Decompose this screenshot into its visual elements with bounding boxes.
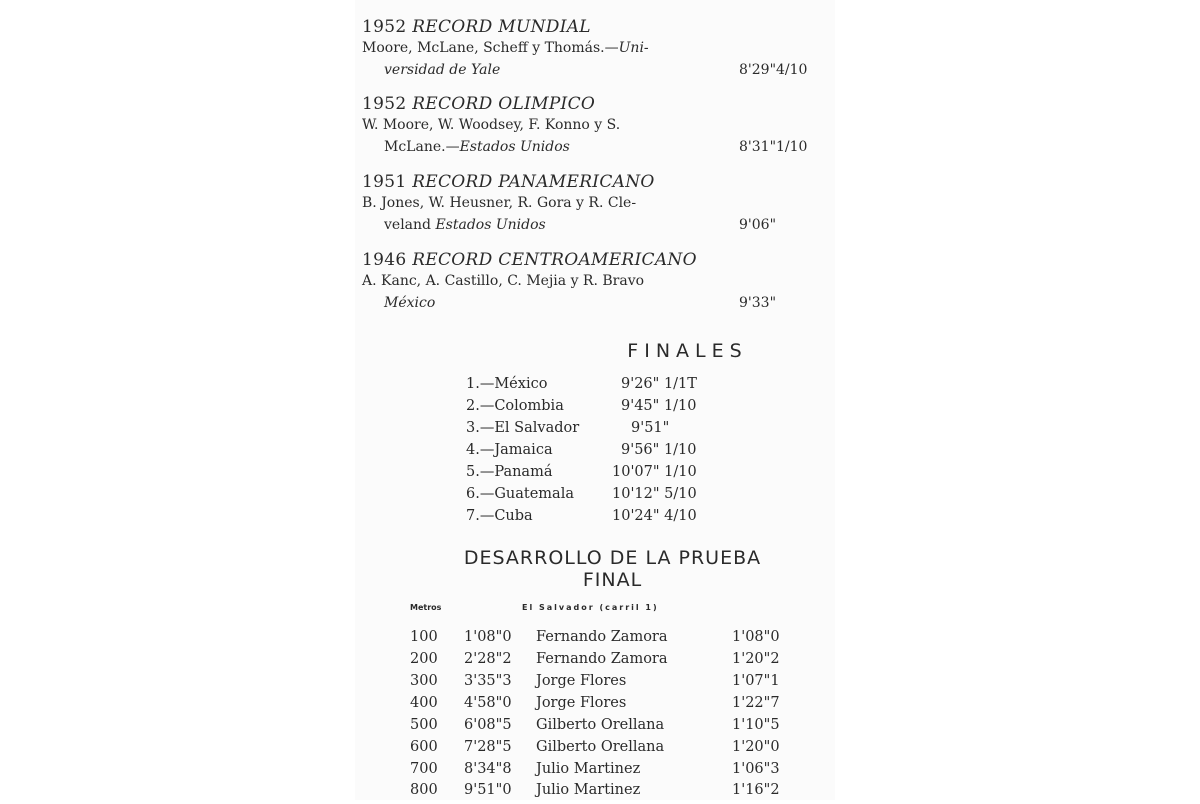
record-olimpico [362,94,822,158]
meters: 500 [410,717,438,733]
team-name: 4.—Jamaica [466,442,553,458]
split-row [410,761,830,783]
cumulative-time: 8'34"8 [464,761,512,777]
meters: 800 [410,782,438,798]
record-mundial [362,17,822,81]
cumulative-time: 6'08"5 [464,717,512,733]
finales-row [466,420,766,442]
record-holders-italic: Uni- [618,40,649,56]
team-time: 9'56" 1/10 [621,442,697,458]
record-year: 1952 [362,17,407,37]
finales-row [466,376,766,398]
cumulative-time: 2'28"2 [464,651,512,667]
meters: 300 [410,673,438,689]
finales-row [466,508,766,530]
cumulative-time: 3'35"3 [464,673,512,689]
record-year: 1952 [362,94,407,114]
cumulative-time: 1'08"0 [464,629,512,645]
split-row [410,673,830,695]
team-name: 2.—Colombia [466,398,564,414]
team-time: 10'12" 5/10 [612,486,697,502]
record-holders-cont: veland [384,217,436,233]
finales-row [466,398,766,420]
record-title: RECORD PANAMERICANO [412,172,655,192]
finales-row [466,486,766,508]
split-time: 1'16"2 [732,782,780,798]
meters: 600 [410,739,438,755]
team-time: 9'45" 1/10 [621,398,697,414]
record-holders: W. Moore, W. Woodsey, F. Konno y S. [362,117,621,133]
record-team: versidad de Yale [384,62,501,78]
record-panamericano [362,172,822,236]
record-year: 1951 [362,172,407,192]
swimmer-name: Jorge Flores [536,673,627,689]
team-header: El Salvador (carril 1) [522,603,659,612]
record-time: 9'33" [739,295,777,311]
split-time: 1'22"7 [732,695,780,711]
record-title: RECORD MUNDIAL [412,17,591,37]
record-holders: Moore, McLane, Scheff y Thomás.— [362,40,619,56]
record-time: 8'31"1/10 [739,139,808,155]
record-team: Estados Unidos [459,139,570,155]
swimmer-name: Julio Martinez [536,782,641,798]
meters: 700 [410,761,438,777]
team-time: 10'07" 1/10 [612,464,697,480]
record-holders-cont: McLane.— [384,139,460,155]
swimmer-name: Gilberto Orellana [536,739,665,755]
desarrollo-subtitle: FINAL [582,569,643,591]
split-time: 1'20"2 [732,651,780,667]
record-title: RECORD OLIMPICO [412,94,596,114]
meters: 100 [410,629,438,645]
record-time: 9'06" [739,217,777,233]
split-time: 1'08"0 [732,629,780,645]
finales-title: FINALES [627,340,748,362]
record-team: Estados Unidos [435,217,546,233]
cumulative-time: 4'58"0 [464,695,512,711]
record-year: 1946 [362,250,407,270]
swimmer-name: Julio Martinez [536,761,641,777]
record-title: RECORD CENTROAMERICANO [412,250,697,270]
finales-row [466,442,766,464]
split-row [410,739,830,761]
split-time: 1'06"3 [732,761,780,777]
finales-row [466,464,766,486]
record-holders: B. Jones, W. Heusner, R. Gora y R. Cle- [362,195,637,211]
split-row [410,717,830,739]
split-row [410,651,830,673]
swimmer-name: Gilberto Orellana [536,717,665,733]
meters: 400 [410,695,438,711]
record-centroamericano [362,250,822,314]
team-name: 7.—Cuba [466,508,533,524]
cumulative-time: 9'51"0 [464,782,512,798]
desarrollo-title: DESARROLLO DE LA PRUEBA [463,547,762,569]
team-time: 9'26" 1/1T [621,376,697,392]
team-time: 9'51" [631,420,670,436]
meters: 200 [410,651,438,667]
team-name: 6.—Guatemala [466,486,574,502]
record-holders: A. Kanc, A. Castillo, C. Mejia y R. Bravo [362,273,645,289]
split-time: 1'20"0 [732,739,780,755]
team-name: 3.—El Salvador [466,420,580,436]
swimmer-name: Fernando Zamora [536,629,668,645]
split-row [410,782,830,804]
swimmer-name: Jorge Flores [536,695,627,711]
split-row [410,629,830,651]
metros-header: Metros [410,603,442,612]
team-name: 1.—México [466,376,548,392]
record-time: 8'29"4/10 [739,62,808,78]
split-time: 1'10"5 [732,717,780,733]
team-name: 5.—Panamá [466,464,553,480]
swimmer-name: Fernando Zamora [536,651,668,667]
record-team: México [384,295,436,311]
cumulative-time: 7'28"5 [464,739,512,755]
split-row [410,695,830,717]
team-time: 10'24" 4/10 [612,508,697,524]
split-time: 1'07"1 [732,673,780,689]
